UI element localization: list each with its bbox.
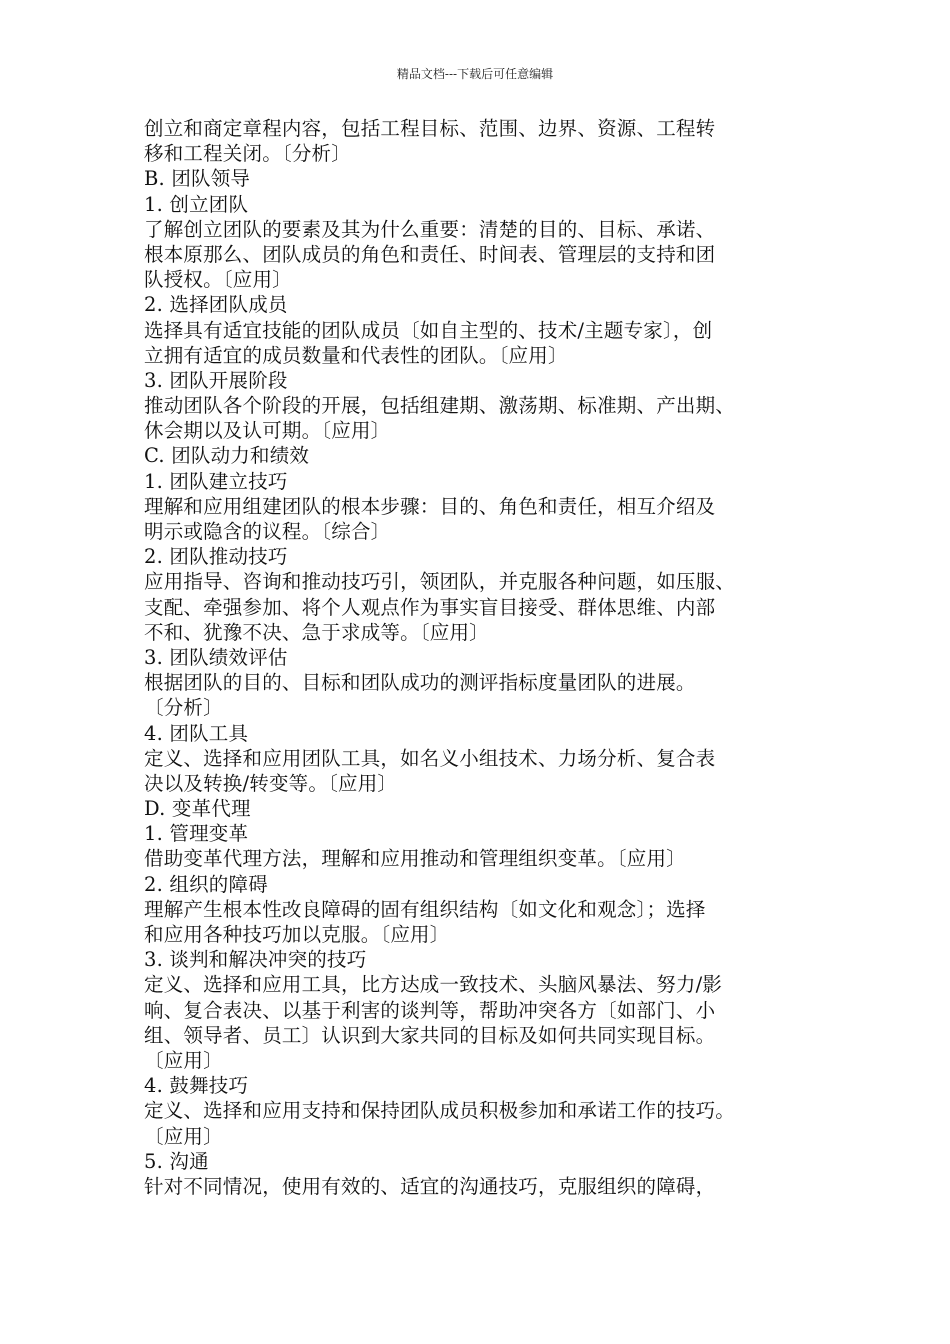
text-line: 理解和应用组建团队的根本步骤：目的、角色和责任，相互介绍及 — [144, 494, 716, 518]
text-line: 〔应用〕 — [144, 1048, 223, 1072]
text-line: 根据团队的目的、目标和团队成功的测评指标度量团队的进展。 — [144, 671, 696, 695]
text-line: 组、领导者、员工〕认识到大家共同的目标及如何共同实现目标。 — [144, 1023, 716, 1047]
subsection-heading: 1. 团队建立技巧 — [144, 469, 288, 493]
subsection-heading: 2. 选择团队成员 — [144, 293, 288, 317]
text-line: 推动团队各个阶段的开展，包括组建期、激荡期、标准期、产出期、 — [144, 394, 736, 418]
section-heading: B. 团队领导 — [144, 167, 251, 191]
text-line: 借助变革代理方法，理解和应用推动和管理组织变革。〔应用〕 — [144, 847, 686, 871]
subsection-heading: 3. 团队绩效评估 — [144, 645, 288, 669]
text-line: 明示或隐含的议程。〔综合〕 — [144, 520, 391, 543]
text-line: 响、复合表决、以基于利害的谈判等，帮助冲突各方〔如部门、小 — [144, 998, 716, 1022]
section-heading: C. 团队动力和绩效 — [144, 444, 310, 468]
subsection-heading: 3. 谈判和解决冲突的技巧 — [144, 948, 367, 972]
subsection-heading: 4. 团队工具 — [144, 721, 249, 745]
text-line: 应用指导、咨询和推动技巧引，领团队，并克服各种问题，如压服、 — [144, 570, 736, 594]
text-line: 了解创立团队的要素及其为什么重要：清楚的目的、目标、承诺、 — [144, 217, 716, 241]
text-line: 队授权。〔应用〕 — [144, 268, 292, 292]
subsection-heading: 1. 管理变革 — [144, 822, 249, 846]
text-line: 和应用各种技巧加以克服。〔应用〕 — [144, 923, 450, 946]
text-line: 〔分析〕 — [144, 696, 223, 720]
text-line: 针对不同情况，使用有效的、适宜的沟通技巧，克服组织的障碍， — [144, 1174, 716, 1198]
text-line: 根本原那么、团队成员的角色和责任、时间表、管理层的支持和团 — [144, 242, 716, 266]
text-line: 不和、犹豫不决、急于求成等。〔应用〕 — [144, 620, 489, 644]
section-heading: D. 变革代理 — [144, 797, 251, 821]
subsection-heading: 2. 组织的障碍 — [144, 872, 268, 896]
text-line: 定义、选择和应用工具，比方达成一致技术、头脑风暴法、努力/影 — [144, 973, 723, 997]
text-line: 选择具有适宜技能的团队成员〔如自主型的、技术/主题专家〕，创 — [144, 318, 713, 342]
text-line: 定义、选择和应用团队工具，如名义小组技术、力场分析、复合表 — [144, 746, 716, 770]
text-line: 立拥有适宜的成员数量和代表性的团队。〔应用〕 — [144, 343, 568, 367]
text-line: 定义、选择和应用支持和保持团队成员积极参加和承诺工作的技巧。 — [144, 1099, 736, 1123]
subsection-heading: 4. 鼓舞技巧 — [144, 1074, 249, 1098]
subsection-heading: 2. 团队推动技巧 — [144, 545, 288, 569]
text-line: 决以及转换/转变等。〔应用〕 — [144, 771, 398, 795]
text-line: 理解产生根本性改良障碍的固有组织结构〔如文化和观念〕；选择 — [144, 897, 706, 921]
document-body — [144, 116, 808, 1199]
subsection-heading: 1. 创立团队 — [144, 192, 249, 216]
text-line: 移和工程关闭。〔分析〕 — [144, 142, 351, 166]
text-line: 支配、牵强参加、将个人观点作为事实盲目接受、群体思维、内部 — [144, 595, 716, 619]
page-header: 精品文档---下载后可任意编辑 — [396, 67, 554, 81]
subsection-heading: 3. 团队开展阶段 — [144, 368, 288, 392]
text-line: 休会期以及认可期。〔应用〕 — [144, 419, 391, 443]
text-line: 创立和商定章程内容，包括工程目标、范围、边界、资源、工程转 — [144, 117, 716, 140]
subsection-heading: 5. 沟通 — [144, 1149, 209, 1173]
text-line: 〔应用〕 — [144, 1124, 223, 1148]
